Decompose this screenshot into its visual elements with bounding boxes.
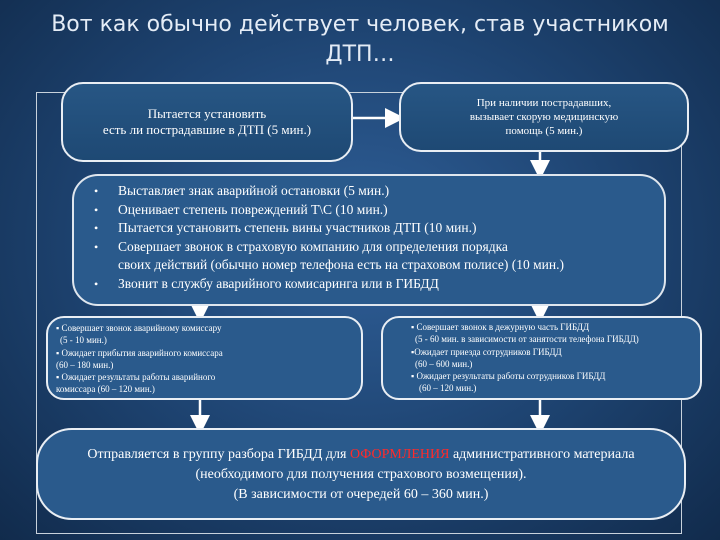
police-line: (5 - 60 мин. в зависимости от занятости телефона ГИБДД) (415, 334, 639, 345)
action-item-continuation: своих действий (обычно номер телефона есть на страховом полисе) (10 мин.) (118, 257, 564, 272)
commissioner-line: ▪ Ожидает прибытия аварийного комиссара (56, 347, 223, 358)
commissioner-line: комиссара (60 – 120 мин.) (56, 384, 155, 395)
registration-text-end: административного материала (449, 447, 635, 462)
registration-highlight: ОФОРМЛЕНИЯ (349, 447, 450, 462)
actions-box (72, 174, 666, 306)
commissioner-line: (5 - 10 мин.) (60, 335, 107, 346)
title-line-2: ДТП… (325, 42, 395, 67)
commissioner-line: (60 – 180 мин.) (56, 359, 114, 370)
police-line: (60 – 120 мин.) (419, 383, 477, 394)
action-item: • Выставляет знак аварийной остановки (5 мин.) (92, 182, 652, 201)
action-item: • Пытается установить степень вины участников ДТП (10 мин.) (92, 219, 652, 238)
commissioner-line: ▪ Ожидает результаты работы аварийного (56, 372, 216, 383)
action-item-text: Совершает звонок в страховую компанию для определения порядка (118, 238, 508, 254)
registration-line-1 (38, 445, 684, 465)
police-line: (60 – 600 мин.) (415, 358, 473, 369)
registration-line-3: (В зависимости от очередей 60 – 360 мин.) (233, 487, 489, 502)
action-item: • Оценивает степень повреждений Т\С (10 мин.) (92, 201, 652, 220)
check-injured-line-1: Пытается установить (147, 106, 267, 121)
call-ambulance-line-3: помощь (5 мин.) (505, 125, 583, 137)
emergency-commissioner-box (46, 316, 363, 400)
police-line: ▪Ожидает приезда сотрудников ГИБДД (411, 346, 562, 357)
traffic-police-box (381, 316, 702, 400)
registration-text-start: Отправляется в группу разбора ГИБДД для (87, 447, 350, 462)
call-ambulance-line-2: вызывает скорую медицинскую (469, 111, 619, 123)
actions-list (92, 182, 652, 293)
title-line-1: Вот как обычно действует человек, став участником (51, 12, 669, 37)
check-injured-line-2: есть ли пострадавшие в ДТП (5 мин.) (102, 122, 312, 137)
registration-line-2: (необходимого для получения страхового возмещения). (195, 467, 527, 482)
commissioner-line: ▪ Совершает звонок аварийному комиссару (56, 323, 222, 333)
police-line: ▪ Совершает звонок в дежурную часть ГИБДД (411, 322, 590, 332)
action-item (92, 238, 652, 275)
police-line: ▪ Ожидает результаты работы сотрудников ГИБДД (411, 371, 606, 382)
check-injured-box (61, 82, 353, 162)
call-ambulance-line-1: При наличии пострадавших, (476, 97, 612, 109)
registration-box (36, 428, 686, 520)
call-ambulance-box (399, 82, 689, 152)
action-item: • Звонит в службу аварийного комисаринга или в ГИБДД (92, 275, 652, 294)
